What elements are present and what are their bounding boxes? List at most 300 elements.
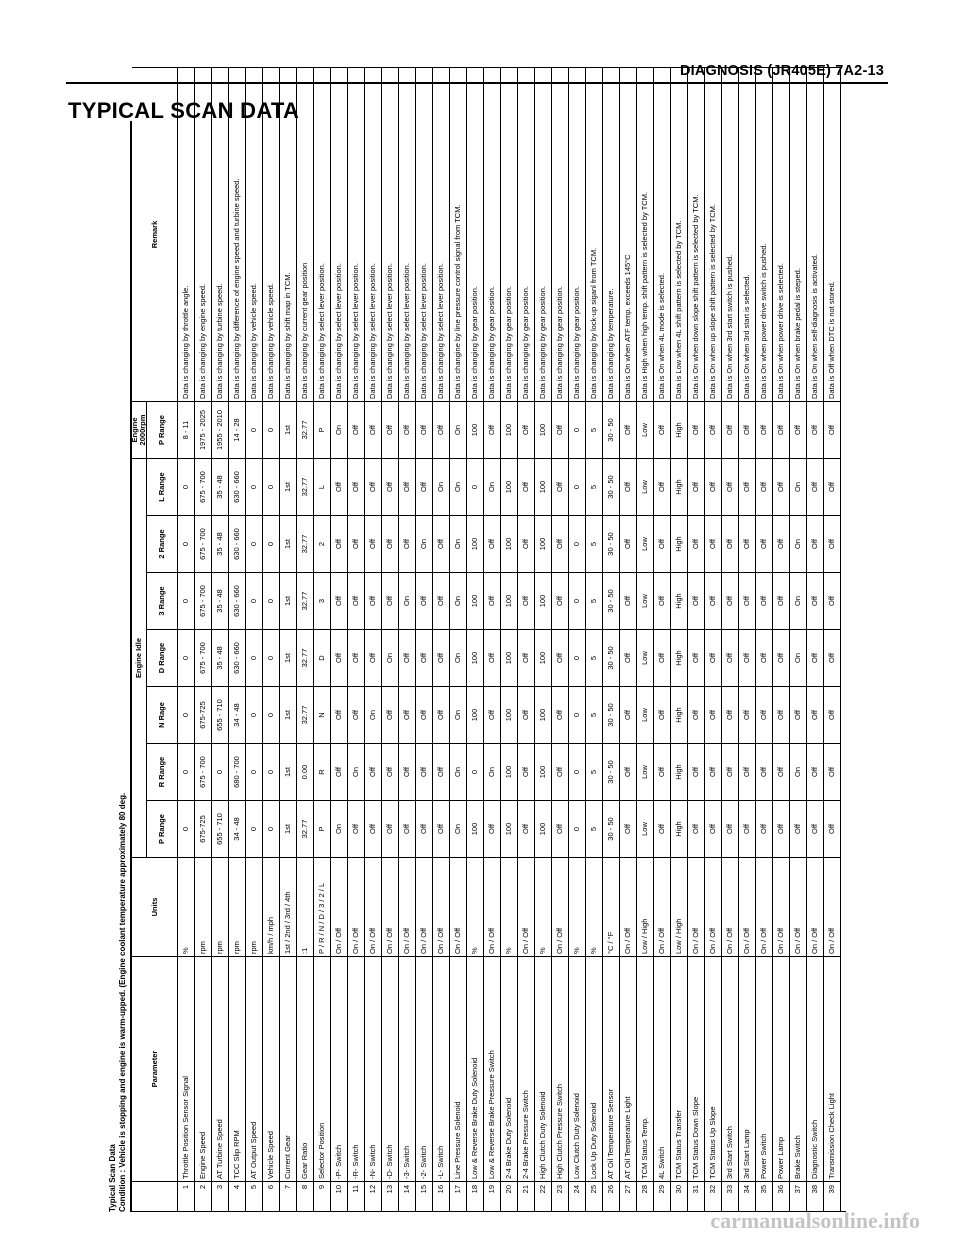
cell-remark: Data is changing by vehicle speed. xyxy=(263,67,280,401)
cell-p-range: 100 xyxy=(501,800,518,857)
cell-3-range: On xyxy=(790,572,807,629)
cell-n-range: 100 xyxy=(535,686,552,743)
cell-n-range: 0 xyxy=(178,686,195,743)
cell-remark: Data is On when down slope shift pattern is selected by TCM. xyxy=(688,67,705,401)
cell-2-range: 32.77 xyxy=(297,515,314,572)
cell-d-range: High xyxy=(671,629,688,686)
cell-2-range: Off xyxy=(773,515,790,572)
cell-d-range: Off xyxy=(518,629,535,686)
cell-2-range: 675 - 700 xyxy=(195,515,212,572)
cell-p-range: Off xyxy=(773,800,790,857)
cell-p-range-2000: Off xyxy=(807,401,824,458)
cell-parameter: 2-4 Brake Pressure Switch xyxy=(518,956,535,1181)
cell-d-range: Off xyxy=(365,629,382,686)
cell-units: On / Off xyxy=(552,857,569,956)
cell-p-range: 655 - 710 xyxy=(212,800,229,857)
cell-p-range-2000: 0 xyxy=(569,401,586,458)
cell-remark: Data is On when up slope shift pattern is selected by TCM. xyxy=(705,67,722,401)
cell-2-range: Off xyxy=(348,515,365,572)
cell-p-range-2000: 30 - 50 xyxy=(603,401,620,458)
cell-units: % xyxy=(535,857,552,956)
cell-r-range: Low xyxy=(637,743,654,800)
cell-n-range: 100 xyxy=(467,686,484,743)
cell-row-number: 35 xyxy=(756,1181,773,1211)
cell-r-range: On xyxy=(484,743,501,800)
cell-3-range: 35 - 48 xyxy=(212,572,229,629)
cell-l-range: Off xyxy=(756,458,773,515)
cell-parameter: TCM Status Down Slope xyxy=(688,956,705,1181)
cell-p-range-2000: 1975 - 2025 xyxy=(195,401,212,458)
cell-3-range: Off xyxy=(807,572,824,629)
cell-2-range: 35 - 48 xyxy=(212,515,229,572)
cell-units: % xyxy=(586,857,603,956)
cell-remark: Data is changing by select lever position. xyxy=(331,67,348,401)
cell-2-range: Off xyxy=(739,515,756,572)
cell-remark: Data is On when self-diagnosis is activated. xyxy=(807,67,824,401)
cell-p-range-2000: Off xyxy=(399,401,416,458)
cell-row-number: 18 xyxy=(467,1181,484,1211)
cell-parameter: High Clutch Duty Solenoid xyxy=(535,956,552,1181)
cell-3-range: High xyxy=(671,572,688,629)
cell-units: On / Off xyxy=(790,857,807,956)
cell-3-range: 0 xyxy=(178,572,195,629)
cell-parameter: Engine Speed xyxy=(195,956,212,1181)
cell-p-range: 5 xyxy=(586,800,603,857)
cell-parameter: -N- Switch xyxy=(365,956,382,1181)
cell-l-range: On xyxy=(484,458,501,515)
cell-2-range: On xyxy=(416,515,433,572)
cell-2-range: Off xyxy=(807,515,824,572)
cell-d-range: Off xyxy=(433,629,450,686)
cell-d-range: 35 - 48 xyxy=(212,629,229,686)
cell-l-range: Off xyxy=(722,458,739,515)
cell-d-range: 675 - 700 xyxy=(195,629,212,686)
cell-parameter: -P- Switch xyxy=(331,956,348,1181)
cell-2-range: 100 xyxy=(535,515,552,572)
cell-units: % xyxy=(467,857,484,956)
cell-n-range: 30 - 50 xyxy=(603,686,620,743)
cell-n-range: Low xyxy=(637,686,654,743)
cell-remark: Data is changing by select lever position. xyxy=(314,67,331,401)
cell-remark: Data is On when 3rd start is selected. xyxy=(739,67,756,401)
cell-l-range: 5 xyxy=(586,458,603,515)
cell-r-range: On xyxy=(450,743,467,800)
cell-3-range: 100 xyxy=(501,572,518,629)
cell-n-range: Off xyxy=(484,686,501,743)
cell-units: rpm xyxy=(229,857,246,956)
cell-p-range: Off xyxy=(365,800,382,857)
cell-d-range: Off xyxy=(331,629,348,686)
cell-parameter: Power Lamp xyxy=(773,956,790,1181)
cell-n-range: Off xyxy=(399,686,416,743)
cell-r-range: On xyxy=(348,743,365,800)
cell-d-range: 5 xyxy=(586,629,603,686)
cell-r-range: Off xyxy=(331,743,348,800)
cell-remark: Data is changing by select lever position. xyxy=(365,67,382,401)
cell-p-range-2000: Off xyxy=(739,401,756,458)
cell-n-range: Off xyxy=(433,686,450,743)
cell-p-range-2000: Off xyxy=(620,401,637,458)
cell-units: On / Off xyxy=(722,857,739,956)
cell-2-range: Low xyxy=(637,515,654,572)
cell-3-range: On xyxy=(450,572,467,629)
cell-2-range: On xyxy=(790,515,807,572)
cell-units: On / Off xyxy=(365,857,382,956)
cell-d-range: Off xyxy=(807,629,824,686)
cell-2-range: Off xyxy=(705,515,722,572)
scan-data-table xyxy=(130,121,846,1212)
cell-p-range-2000: 100 xyxy=(535,401,552,458)
cell-units: On / Off xyxy=(807,857,824,956)
cell-units: % xyxy=(569,857,586,956)
cell-parameter: Gear Ratio xyxy=(297,956,314,1181)
cell-3-range: Off xyxy=(824,572,841,629)
cell-p-range: 30 - 50 xyxy=(603,800,620,857)
cell-remark: Data is changing by gear position. xyxy=(552,67,569,401)
cell-2-range: Off xyxy=(552,515,569,572)
cell-p-range: Off xyxy=(722,800,739,857)
cell-2-range: 100 xyxy=(501,515,518,572)
cell-l-range: 0 xyxy=(178,458,195,515)
cell-d-range: Off xyxy=(654,629,671,686)
cell-3-range: 30 - 50 xyxy=(603,572,620,629)
header-engine-2000-line1: Engine xyxy=(130,417,139,443)
cell-units: Low / High xyxy=(671,857,688,956)
cell-row-number: 21 xyxy=(518,1181,535,1211)
cell-n-range: 675-725 xyxy=(195,686,212,743)
cell-3-range: 0 xyxy=(263,572,280,629)
cell-parameter: Line Pressure Solenoid xyxy=(450,956,467,1181)
cell-p-range-2000: P xyxy=(314,401,331,458)
cell-row-number: 34 xyxy=(739,1181,756,1211)
cell-units: °C / °F xyxy=(603,857,620,956)
cell-row-number: 5 xyxy=(246,1181,263,1211)
cell-p-range-2000: 0 xyxy=(246,401,263,458)
cell-remark: Data is changing by gear position. xyxy=(535,67,552,401)
cell-parameter: 3rd Start Switch xyxy=(722,956,739,1181)
cell-remark: Data is changing by turbine speed. xyxy=(212,67,229,401)
cell-row-number: 31 xyxy=(688,1181,705,1211)
cell-3-range: 32.77 xyxy=(297,572,314,629)
cell-p-range-2000: Off xyxy=(416,401,433,458)
cell-n-range: 5 xyxy=(586,686,603,743)
cell-r-range: 100 xyxy=(501,743,518,800)
cell-d-range: Off xyxy=(773,629,790,686)
cell-d-range: Off xyxy=(399,629,416,686)
cell-row-number: 4 xyxy=(229,1181,246,1211)
cell-p-range-2000: Off xyxy=(348,401,365,458)
cell-3-range: 1st xyxy=(280,572,297,629)
cell-row-number: 30 xyxy=(671,1181,688,1211)
cell-l-range: High xyxy=(671,458,688,515)
cell-l-range: Off xyxy=(331,458,348,515)
cell-remark: Data is changing by select lever position. xyxy=(416,67,433,401)
cell-d-range: 32.77 xyxy=(297,629,314,686)
cell-3-range: Off xyxy=(365,572,382,629)
header-units: Units xyxy=(132,857,178,956)
cell-parameter: Low & Reverse Brake Duty Solenoid xyxy=(467,956,484,1181)
cell-p-range-2000: Off xyxy=(705,401,722,458)
cell-d-range: Off xyxy=(739,629,756,686)
cell-r-range: 675 - 700 xyxy=(195,743,212,800)
cell-n-range: High xyxy=(671,686,688,743)
cell-parameter: 3rd Start Lamp xyxy=(739,956,756,1181)
cell-parameter: Selector Position xyxy=(314,956,331,1181)
cell-parameter: TCC Slip RPM xyxy=(229,956,246,1181)
cell-p-range: Off xyxy=(790,800,807,857)
cell-l-range: 0 xyxy=(569,458,586,515)
cell-p-range-2000: 14 - 28 xyxy=(229,401,246,458)
cell-l-range: Off xyxy=(620,458,637,515)
cell-units: % xyxy=(178,857,195,956)
cell-row-number: 9 xyxy=(314,1181,331,1211)
cell-n-range: Off xyxy=(824,686,841,743)
cell-row-number: 12 xyxy=(365,1181,382,1211)
cell-row-number: 1 xyxy=(178,1181,195,1211)
cell-p-range: Off xyxy=(416,800,433,857)
cell-l-range: 100 xyxy=(535,458,552,515)
cell-r-range: R xyxy=(314,743,331,800)
cell-3-range: Off xyxy=(331,572,348,629)
cell-r-range: Off xyxy=(382,743,399,800)
cell-remark: Data is On when 3rd start switch is pushed. xyxy=(722,67,739,401)
cell-2-range: 100 xyxy=(467,515,484,572)
cell-units: On / Off xyxy=(756,857,773,956)
cell-p-range-2000: Off xyxy=(552,401,569,458)
cell-n-range: Off xyxy=(790,686,807,743)
header-n-rage: N Rage xyxy=(147,686,178,743)
cell-p-range: 1st xyxy=(280,800,297,857)
cell-p-range: Low xyxy=(637,800,654,857)
cell-n-range: On xyxy=(450,686,467,743)
cell-parameter: Vehicle Speed xyxy=(263,956,280,1181)
cell-r-range: Off xyxy=(722,743,739,800)
cell-r-range: Off xyxy=(705,743,722,800)
cell-d-range: Off xyxy=(705,629,722,686)
cell-p-range-2000: Low xyxy=(637,401,654,458)
cell-l-range: Low xyxy=(637,458,654,515)
cell-r-range: 0.00 xyxy=(297,743,314,800)
cell-2-range: 2 xyxy=(314,515,331,572)
cell-r-range: Off xyxy=(688,743,705,800)
cell-2-range: 0 xyxy=(569,515,586,572)
cell-l-range: Off xyxy=(416,458,433,515)
cell-row-number: 38 xyxy=(807,1181,824,1211)
cell-units: On / Off xyxy=(484,857,501,956)
cell-r-range: Off xyxy=(739,743,756,800)
cell-r-range: 30 - 50 xyxy=(603,743,620,800)
cell-p-range-2000: Off xyxy=(756,401,773,458)
cell-parameter: TCM Status Transfer xyxy=(671,956,688,1181)
cell-2-range: 630 - 660 xyxy=(229,515,246,572)
cell-2-range: Off xyxy=(688,515,705,572)
cell-row-number: 36 xyxy=(773,1181,790,1211)
cell-row-number: 7 xyxy=(280,1181,297,1211)
cell-units: On / Off xyxy=(433,857,450,956)
cell-row-number: 26 xyxy=(603,1181,620,1211)
cell-p-range-2000: 1955 - 2010 xyxy=(212,401,229,458)
cell-3-range: On xyxy=(399,572,416,629)
cell-n-range: Off xyxy=(756,686,773,743)
cell-units: On / Off xyxy=(382,857,399,956)
cell-row-number: 32 xyxy=(705,1181,722,1211)
cell-2-range: Off xyxy=(722,515,739,572)
header-3-range: 3 Range xyxy=(147,572,178,629)
cell-row-number: 22 xyxy=(535,1181,552,1211)
cell-p-range: 34 - 48 xyxy=(229,800,246,857)
cell-n-range: 34 - 48 xyxy=(229,686,246,743)
cell-r-range: Off xyxy=(552,743,569,800)
cell-row-number: 2 xyxy=(195,1181,212,1211)
cell-remark: Data is On when brake pedal is steped. xyxy=(790,67,807,401)
cell-remark: Data is High when high temp. shift pattern is selected by TCM. xyxy=(637,67,654,401)
cell-remark: Data is changing by gear position. xyxy=(569,67,586,401)
cell-l-range: 1st xyxy=(280,458,297,515)
cell-remark: Data is changing by current gear position xyxy=(297,67,314,401)
cell-r-range: Off xyxy=(416,743,433,800)
cell-parameter: Low & Reverse Brake Pressure Switch xyxy=(484,956,501,1181)
cell-d-range: Off xyxy=(416,629,433,686)
cell-2-range: Off xyxy=(399,515,416,572)
cell-remark: Data is On when power drive switch is pushed. xyxy=(756,67,773,401)
cell-d-range: 100 xyxy=(501,629,518,686)
cell-3-range: Off xyxy=(688,572,705,629)
cell-p-range-2000: Off xyxy=(773,401,790,458)
cell-l-range: Off xyxy=(399,458,416,515)
cell-n-range: 0 xyxy=(569,686,586,743)
cell-remark: Data is changing by difference of engine speed and turbine speed. xyxy=(229,67,246,401)
cell-r-range: 680 - 700 xyxy=(229,743,246,800)
cell-r-range: High xyxy=(671,743,688,800)
cell-remark: Data is changing by select lever position. xyxy=(348,67,365,401)
cell-remark: Data is changing by select lever position. xyxy=(382,67,399,401)
cell-d-range: Off xyxy=(688,629,705,686)
cell-r-range: Off xyxy=(399,743,416,800)
cell-r-range: 5 xyxy=(586,743,603,800)
cell-parameter: -R- Switch xyxy=(348,956,365,1181)
cell-p-range-2000: Off xyxy=(518,401,535,458)
cell-remark: Data is changing by engine speed. xyxy=(195,67,212,401)
cell-units: On / Off xyxy=(688,857,705,956)
cell-remark: Data is changing by select lever position. xyxy=(433,67,450,401)
cell-3-range: 675 - 700 xyxy=(195,572,212,629)
cell-parameter: Transmission Check Light xyxy=(824,956,841,1181)
cell-p-range: Off xyxy=(807,800,824,857)
cell-p-range-2000: Off xyxy=(382,401,399,458)
cell-row-number: 11 xyxy=(348,1181,365,1211)
cell-p-range: Off xyxy=(654,800,671,857)
cell-remark: Data is changine by line pressure control signal from TCM. xyxy=(450,67,467,401)
cell-p-range: On xyxy=(450,800,467,857)
cell-p-range: P xyxy=(314,800,331,857)
cell-row-number: 28 xyxy=(637,1181,654,1211)
cell-units: km/h / mph xyxy=(263,857,280,956)
header-no xyxy=(132,1181,178,1211)
cell-n-range: Off xyxy=(722,686,739,743)
cell-2-range: High xyxy=(671,515,688,572)
cell-remark: Data is changing by throttle angle. xyxy=(178,67,195,401)
cell-parameter: TCM Status Up Slope xyxy=(705,956,722,1181)
cell-parameter: -L- Switch xyxy=(433,956,450,1181)
cell-p-range: Off xyxy=(705,800,722,857)
cell-parameter: -D- Switch xyxy=(382,956,399,1181)
header-engine-2000 xyxy=(132,401,147,458)
cell-units: On / Off xyxy=(416,857,433,956)
cell-remark: Data is changing by vehicle speed. xyxy=(246,67,263,401)
cell-n-range: Off xyxy=(348,686,365,743)
cell-l-range: Off xyxy=(807,458,824,515)
cell-row-number: 17 xyxy=(450,1181,467,1211)
cell-l-range: 30 - 50 xyxy=(603,458,620,515)
cell-p-range-2000: Off xyxy=(824,401,841,458)
cell-p-range-2000: Off xyxy=(654,401,671,458)
cell-parameter: AT Oil Temperature Light xyxy=(620,956,637,1181)
header-p-range-2000: P Range xyxy=(147,401,178,458)
cell-units: On / Off xyxy=(824,857,841,956)
cell-2-range: Off xyxy=(433,515,450,572)
page-header: DIAGNOSIS (JR405E) 7A2-13 xyxy=(679,63,884,79)
cell-p-range: 32.77 xyxy=(297,800,314,857)
cell-n-range: N xyxy=(314,686,331,743)
cell-n-range: 655 - 710 xyxy=(212,686,229,743)
cell-p-range-2000: 100 xyxy=(501,401,518,458)
cell-n-range: Off xyxy=(773,686,790,743)
cell-parameter: Lock Up Duty Solenoid xyxy=(586,956,603,1181)
table-caption xyxy=(108,793,128,1212)
cell-3-range: Off xyxy=(348,572,365,629)
cell-row-number: 23 xyxy=(552,1181,569,1211)
cell-r-range: Off xyxy=(756,743,773,800)
cell-n-range: Off xyxy=(807,686,824,743)
cell-l-range: 630 - 660 xyxy=(229,458,246,515)
cell-l-range: Off xyxy=(688,458,705,515)
cell-2-range: Off xyxy=(331,515,348,572)
cell-parameter: Low Clutch Duty Solenoid xyxy=(569,956,586,1181)
cell-remark: Data is changing by gear position. xyxy=(518,67,535,401)
cell-2-range: Off xyxy=(824,515,841,572)
cell-2-range: Off xyxy=(484,515,501,572)
cell-r-range: Off xyxy=(824,743,841,800)
header-p-range: P Range xyxy=(147,800,178,857)
cell-p-range-2000: 32.77 xyxy=(297,401,314,458)
header-d-range: D Range xyxy=(147,629,178,686)
header-r-range: R Range xyxy=(147,743,178,800)
cell-p-range-2000: Off xyxy=(688,401,705,458)
cell-3-range: 0 xyxy=(246,572,263,629)
cell-remark: Data is changing by gear position. xyxy=(501,67,518,401)
caption-line-1: Typical Scan Data xyxy=(108,1144,117,1212)
cell-d-range: D xyxy=(314,629,331,686)
cell-p-range-2000: 100 xyxy=(467,401,484,458)
cell-units: On / Off xyxy=(348,857,365,956)
cell-parameter: Brake Switch xyxy=(790,956,807,1181)
cell-r-range: 0 xyxy=(569,743,586,800)
cell-n-range: Off xyxy=(382,686,399,743)
cell-r-range: Off xyxy=(620,743,637,800)
cell-n-range: 100 xyxy=(501,686,518,743)
header-parameter: Parameter xyxy=(132,956,178,1181)
cell-units: On / Off xyxy=(450,857,467,956)
cell-d-range: Off xyxy=(620,629,637,686)
cell-3-range: 100 xyxy=(467,572,484,629)
cell-units: rpm xyxy=(246,857,263,956)
cell-3-range: 630 - 660 xyxy=(229,572,246,629)
cell-n-range: Off xyxy=(331,686,348,743)
cell-row-number: 14 xyxy=(399,1181,416,1211)
cell-2-range: 0 xyxy=(246,515,263,572)
cell-d-range: 0 xyxy=(178,629,195,686)
cell-p-range: Off xyxy=(518,800,535,857)
